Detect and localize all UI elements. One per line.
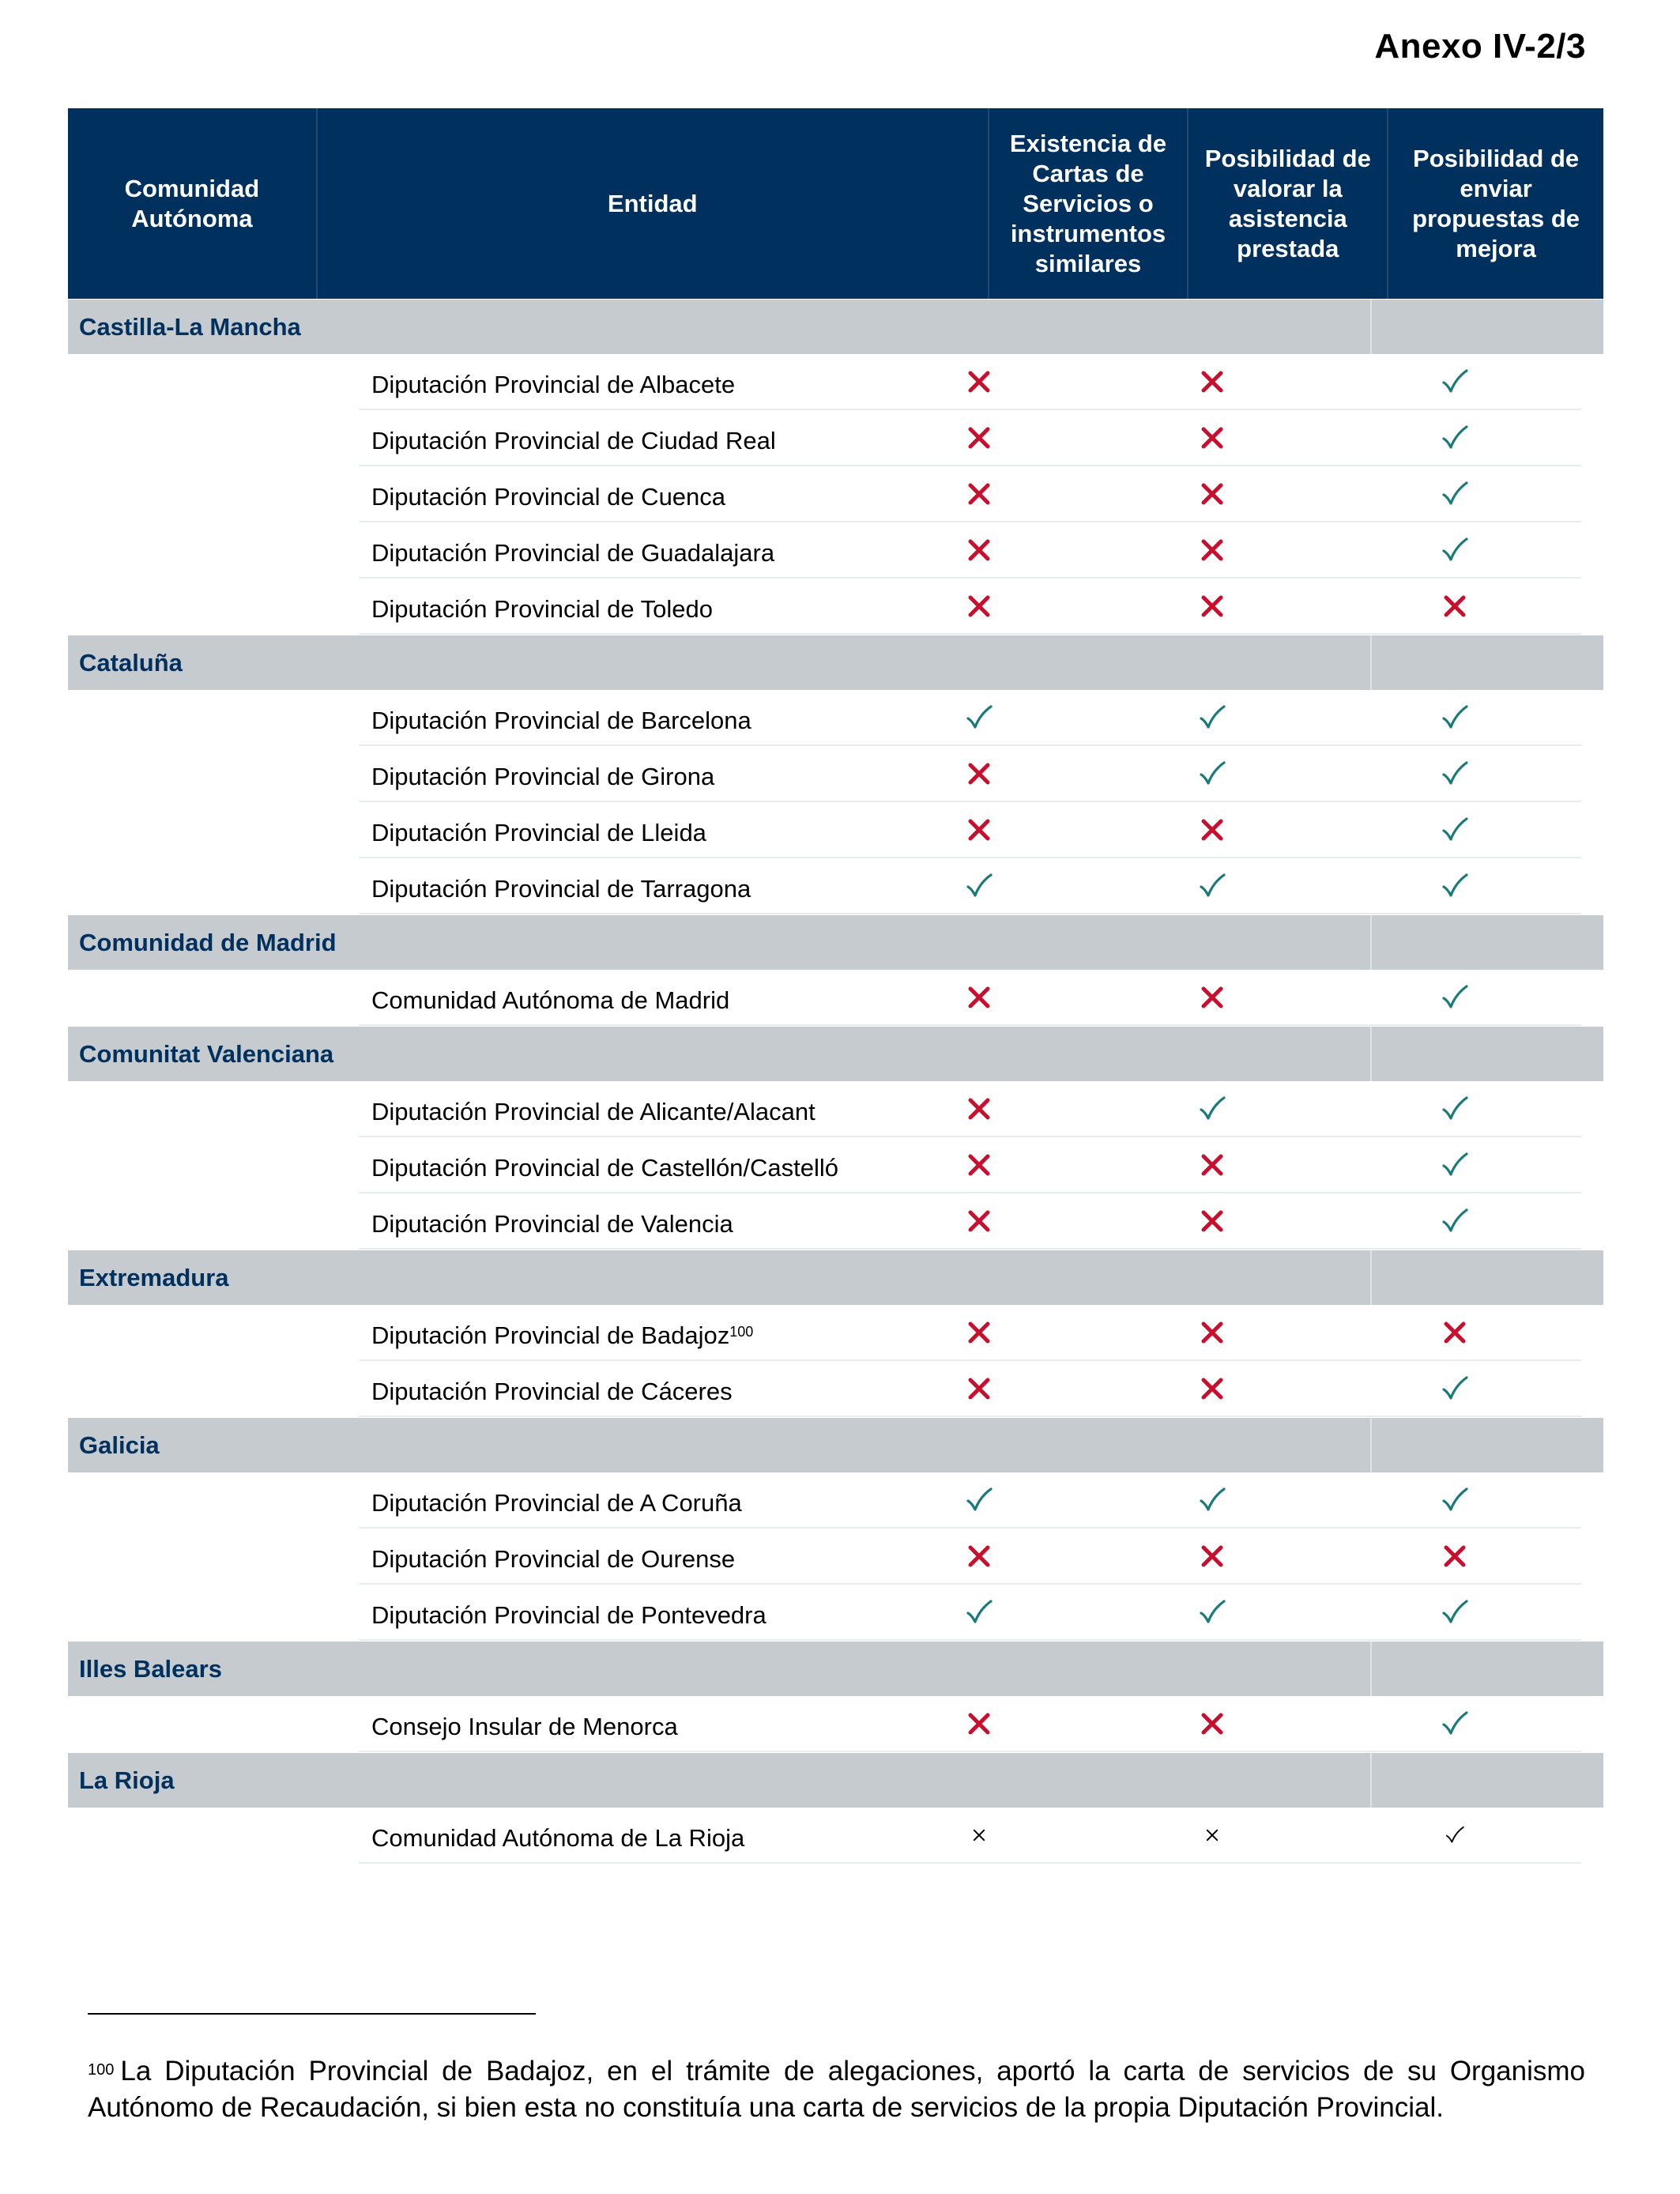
entity-name: Diputación Provincial de Badajoz [371,1321,730,1349]
cross-icon [1200,369,1225,394]
group-name: La Rioja [79,1766,175,1794]
entity-cell [359,1193,862,1250]
cross-icon [1442,594,1467,619]
check-icon [1441,1598,1469,1627]
valorar-cell [1095,1585,1328,1641]
entity-cell [359,1529,862,1585]
check-icon [1441,1151,1469,1179]
valorar-cell [1095,1193,1328,1250]
check-icon [1441,1207,1469,1235]
group-row [68,1027,1603,1081]
cartas-cell [862,410,1095,466]
propuestas-cell [1328,354,1581,410]
cross-icon [966,481,992,507]
check-icon [1441,1486,1469,1514]
entity-name: Diputación Provincial de A Coruña [371,1488,742,1517]
cross-icon [1200,817,1225,843]
cross-icon [966,594,992,619]
blank-cell [68,858,359,914]
cross-icon [1205,1828,1219,1842]
cross-icon [972,1828,986,1842]
table-body [68,300,1603,1864]
check-icon [1441,480,1469,508]
cross-icon [966,1320,992,1345]
valorar-cell [1095,1305,1328,1361]
blank-cell [68,746,359,802]
table-row [68,1585,1603,1641]
blank-cell [68,1529,359,1585]
valorar-cell [1095,579,1328,635]
valorar-cell [1095,1696,1328,1752]
propuestas-cell [1328,466,1581,522]
propuestas-cell [1328,410,1581,466]
check-icon [1198,1598,1226,1627]
cross-icon [1200,1320,1225,1345]
valorar-cell [1095,1808,1328,1864]
group-row [68,1753,1603,1808]
group-row [68,915,1603,970]
check-icon [1441,816,1469,844]
table-header [68,108,1603,299]
cartas-cell [862,1081,1095,1137]
cartas-cell [862,1305,1095,1361]
table-row [68,1361,1603,1417]
cartas-cell [862,1472,1095,1529]
valorar-cell [1095,466,1328,522]
table-row [68,1193,1603,1250]
group-cell [1370,635,1603,690]
valorar-cell [1095,1081,1328,1137]
header-propuestas: Posibilidad de enviar propuestas de mejora [1387,108,1603,299]
valorar-cell [1095,1472,1328,1529]
cartas-cell [862,746,1095,802]
entity-cell [359,522,862,579]
entity-cell [359,690,862,746]
cartas-cell [862,466,1095,522]
group-cell [1370,1027,1603,1081]
valorar-cell [1095,522,1328,579]
check-icon [1441,368,1469,396]
footnote-rule [88,2013,536,2015]
cross-icon [966,817,992,843]
valorar-cell [1095,1361,1328,1417]
table-row [68,1808,1603,1864]
entity-cell [359,746,862,802]
cross-icon [1200,425,1225,450]
check-icon [1198,1486,1226,1514]
table-row [68,802,1603,858]
check-icon [1441,424,1469,452]
valorar-cell [1095,1529,1328,1585]
entity-cell [359,1305,862,1361]
cross-icon [1200,1711,1225,1736]
table-row [68,1472,1603,1529]
annex-label: Anexo IV-2/3 [1374,27,1586,66]
blank-cell [68,1305,359,1361]
entity-cell [359,1808,862,1864]
check-icon [1198,703,1226,732]
footnote-number: 100 [88,2061,115,2079]
table-row [68,970,1603,1026]
check-icon [1441,760,1469,788]
cross-icon [1200,481,1225,507]
group-row [68,1250,1603,1305]
propuestas-cell [1328,970,1581,1026]
propuestas-cell [1328,522,1581,579]
footnote-text: La Diputación Provincial de Badajoz, en el trámite de alegaciones, aportó la carta de servicios de su Organismo Autónomo de Recaudación, si bien esta no constituía una carta de servicios de la propia Diputación Provincial. [88,2056,1585,2123]
cross-icon [966,369,992,394]
propuestas-cell [1328,1472,1581,1529]
blank-cell [68,522,359,579]
cross-icon [966,537,992,563]
check-icon [1441,703,1469,732]
check-icon [1445,1825,1465,1845]
cross-icon [1200,594,1225,619]
cross-icon [966,985,992,1010]
group-name: Illes Balears [79,1654,222,1683]
valorar-cell [1095,746,1328,802]
group-cell [1370,1642,1603,1696]
entity-name: Comunidad Autónoma de Madrid [371,986,730,1014]
valorar-cell [1095,802,1328,858]
cartas-cell [862,1585,1095,1641]
cross-icon [1200,1152,1225,1178]
group-row [68,1418,1603,1472]
cross-icon [966,761,992,786]
check-icon [1441,536,1469,564]
cartas-cell [862,802,1095,858]
blank-cell [68,1472,359,1529]
propuestas-cell [1328,858,1581,914]
footnote [88,2053,1585,2126]
entity-name: Diputación Provincial de Ciudad Real [371,426,776,454]
entity-name: Consejo Insular de Menorca [371,1712,678,1740]
group-cell [1370,1753,1603,1808]
group-cell [1370,915,1603,970]
propuestas-cell [1328,1808,1581,1864]
table-row [68,466,1603,522]
check-icon [965,1486,993,1514]
propuestas-cell [1328,1193,1581,1250]
blank-cell [68,410,359,466]
group-cell [1370,1418,1603,1472]
entity-name: Diputación Provincial de Barcelona [371,706,751,734]
entity-name: Diputación Provincial de Albacete [371,370,736,398]
table-row [68,1137,1603,1193]
entity-name: Diputación Provincial de Cáceres [371,1377,733,1405]
cross-icon [1200,1544,1225,1569]
entity-name: Diputación Provincial de Ourense [371,1544,736,1573]
cartas-cell [862,1361,1095,1417]
blank-cell [68,690,359,746]
header-comunidad: Comunidad Autónoma [124,174,260,232]
table-row [68,354,1603,410]
valorar-cell [1095,1137,1328,1193]
blank-cell [68,802,359,858]
table-row [68,1305,1603,1361]
cross-icon [966,1152,992,1178]
header-valorar: Posibilidad de valorar la asistencia prestada [1187,108,1387,299]
cross-icon [966,1096,992,1122]
entity-name: Diputación Provincial de Pontevedra [371,1600,767,1629]
footnote-ref: 100 [729,1324,754,1340]
check-icon [1441,983,1469,1012]
entity-cell [359,970,862,1026]
propuestas-cell [1328,1696,1581,1752]
group-name: Extremadura [79,1263,229,1291]
cross-icon [966,1208,992,1234]
cartas-cell [862,354,1095,410]
blank-cell [68,1361,359,1417]
group-name: Cataluña [79,648,183,677]
entity-name: Diputación Provincial de Lleida [371,818,706,846]
cartas-cell [862,970,1095,1026]
blank-cell [68,579,359,635]
entity-cell [359,858,862,914]
cross-icon [1200,985,1225,1010]
table-row [68,1529,1603,1585]
cartas-cell [862,579,1095,635]
table-row [68,1081,1603,1137]
entity-cell [359,466,862,522]
cross-icon [966,1711,992,1736]
group-row [68,635,1603,690]
valorar-cell [1095,354,1328,410]
cross-icon [1442,1544,1467,1569]
entity-name: Diputación Provincial de Cuenca [371,482,726,511]
propuestas-cell [1328,802,1581,858]
valorar-cell [1095,970,1328,1026]
entity-name: Comunidad Autónoma de La Rioja [371,1823,745,1852]
table-row [68,1696,1603,1752]
group-cell [1370,1250,1603,1305]
blank-cell [68,1808,359,1864]
entity-cell [359,1081,862,1137]
cartas-cell [862,1193,1095,1250]
group-name: Comunitat Valenciana [79,1039,334,1068]
entity-name: Diputación Provincial de Castellón/Castelló [371,1153,839,1182]
cross-icon [1442,1320,1467,1345]
entity-cell [359,354,862,410]
blank-cell [68,466,359,522]
table-row [68,858,1603,914]
group-row [68,300,1603,354]
entity-name: Diputación Provincial de Toledo [371,594,713,623]
check-icon [1198,760,1226,788]
cross-icon [1200,537,1225,563]
check-icon [965,1598,993,1627]
entity-cell [359,1137,862,1193]
entity-name: Diputación Provincial de Guadalajara [371,538,775,567]
cartas-cell [862,690,1095,746]
cartas-cell [862,1808,1095,1864]
table-row [68,579,1603,635]
blank-cell [68,1081,359,1137]
entity-name: Diputación Provincial de Tarragona [371,874,751,903]
entity-cell [359,1472,862,1529]
group-name: Castilla-La Mancha [79,312,301,341]
propuestas-cell [1328,579,1581,635]
entity-name: Diputación Provincial de Valencia [371,1209,733,1238]
table-row [68,690,1603,746]
table-row [68,746,1603,802]
check-icon [1198,872,1226,900]
check-icon [1441,1374,1469,1403]
cartas-cell [862,1137,1095,1193]
header-entidad: Entidad [316,108,988,299]
entity-cell [359,579,862,635]
check-icon [1441,1095,1469,1123]
group-row [68,1642,1603,1696]
group-name: Galicia [79,1431,160,1459]
propuestas-cell [1328,1585,1581,1641]
propuestas-cell [1328,1081,1581,1137]
propuestas-cell [1328,690,1581,746]
entity-cell [359,1585,862,1641]
check-icon [1441,1710,1469,1738]
cross-icon [966,1376,992,1401]
cross-icon [966,1544,992,1569]
blank-cell [68,1137,359,1193]
table-row [68,522,1603,579]
entity-cell [359,410,862,466]
valorar-cell [1095,690,1328,746]
cross-icon [1200,1208,1225,1234]
cartas-cell [862,1696,1095,1752]
blank-cell [68,354,359,410]
cartas-cell [862,1529,1095,1585]
entity-cell [359,1361,862,1417]
group-name: Comunidad de Madrid [79,928,337,956]
check-icon [965,703,993,732]
check-icon [1441,872,1469,900]
entity-cell [359,1696,862,1752]
propuestas-cell [1328,1305,1581,1361]
blank-cell [68,970,359,1026]
check-icon [1198,1095,1226,1123]
entity-name: Diputación Provincial de Alicante/Alacant [371,1097,816,1125]
cartas-cell [862,858,1095,914]
blank-cell [68,1696,359,1752]
propuestas-cell [1328,1361,1581,1417]
check-icon [965,872,993,900]
header-cartas: Existencia de Cartas de Servicios o instrumentos similares [988,108,1188,299]
cross-icon [966,425,992,450]
propuestas-cell [1328,1529,1581,1585]
propuestas-cell [1328,746,1581,802]
entity-cell [359,802,862,858]
group-cell [1370,300,1603,354]
table-row [68,410,1603,466]
cartas-cell [862,522,1095,579]
blank-cell [68,1193,359,1250]
valorar-cell [1095,410,1328,466]
valorar-cell [1095,858,1328,914]
services-table [68,108,1603,1864]
entity-name: Diputación Provincial de Girona [371,762,715,790]
cross-icon [1200,1376,1225,1401]
blank-cell [68,1585,359,1641]
propuestas-cell [1328,1137,1581,1193]
